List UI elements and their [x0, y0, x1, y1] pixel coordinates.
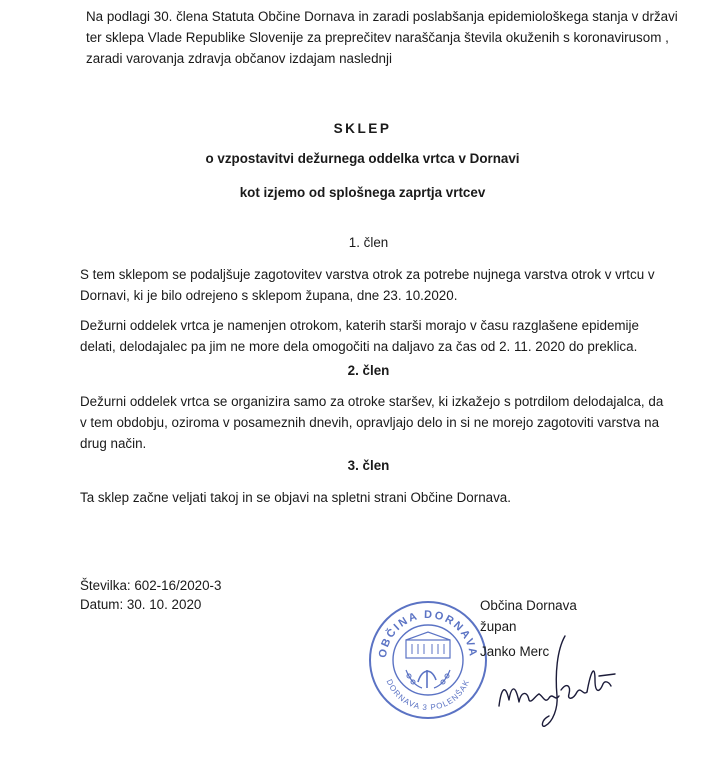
article-2-paragraph: Dežurni oddelek vrtca se organizira samo za otroke staršev, ki izkažejo s potrdilom delodajalca, da v tem obdobju, oziroma v posameznih dnevih, opravljajo delo in si ne morejo zagotoviti varstva na drug način. [80, 394, 664, 451]
document-subtitle-2: kot izjemo od splošnega zaprtja vrtcev [239, 185, 486, 200]
article-1-paragraph-2: Dežurni oddelek vrtca je namenjen otrokom, katerih starši morajo v času razglašene epidemije delati, delodajalec pa jim ne more dela omogočiti na daljavo za čas od 2. 11. 2020 do preklica. [80, 318, 639, 354]
article-2-heading: 2. člen [347, 363, 390, 378]
stamp-bottom-text: DORNAVA 3 POLENŠAK [384, 677, 472, 713]
article-1-heading: 1. člen [348, 235, 389, 250]
document-number: Številka: 602-16/2020-3 [80, 578, 222, 593]
mayor-office: Občina Dornava [480, 598, 577, 613]
official-stamp [366, 598, 490, 722]
mayor-role: župan [480, 619, 517, 634]
document-date: Datum: 30. 10. 2020 [80, 597, 202, 612]
document-title: SKLEP [333, 121, 392, 136]
mayor-signature [495, 630, 620, 730]
mayor-name: Janko Merc [480, 644, 550, 659]
article-3-heading: 3. člen [347, 458, 390, 473]
document-subtitle-1: o vzpostavitvi dežurnega oddelka vrtca v Dornavi [205, 151, 520, 166]
stamp-top-text: OBČINA DORNAVA [376, 608, 480, 659]
intro-paragraph: Na podlagi 30. člena Statuta Občine Dornava in zaradi poslabšanja epidemiološkega stanja v državi ter sklepa Vlade Republike Slovenije za preprečitev naraščanja števila okuženih s koronavirusom , zaradi varovanja zdravja občanov izdajam naslednji [86, 9, 678, 66]
article-1-paragraph-1: S tem sklepom se podaljšuje zagotovitev varstva otrok za potrebe nujnega varstva otrok v vrtcu v Dornavi, ki je bilo odrejeno s sklepom župana, dne 23. 10.2020. [80, 267, 655, 303]
article-3-paragraph: Ta sklep začne veljati takoj in se objavi na spletni strani Občine Dornava. [80, 490, 511, 505]
